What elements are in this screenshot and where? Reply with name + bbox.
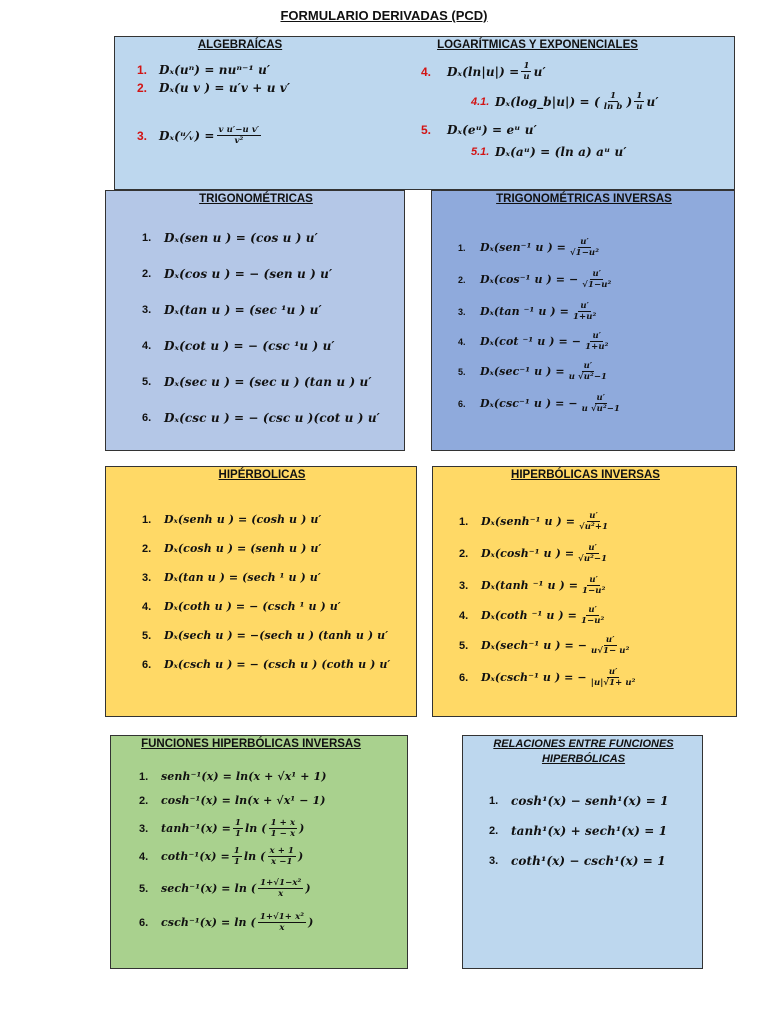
algebraic-log-panel	[114, 36, 735, 190]
fraction: 1 + x 1 − x	[270, 818, 296, 839]
algebraic-item-2: 2. Dₓ(u v ) = u′v + u v′	[137, 81, 291, 95]
fraction: $\frac{u'}{\text{1−u²}}$	[580, 605, 605, 626]
fraction: $\frac{u'}{\text{√u²+1}}$	[579, 511, 609, 532]
fraction: $\frac{\text{v u′−u v′}}{\text{v²}}$	[218, 125, 260, 146]
hyperbolic-panel	[105, 466, 417, 717]
trig-item-4: 4. Dₓ(cot u ) = − (csc ¹u ) u′	[142, 339, 335, 353]
fraction: $\frac{u'}{\text{1−u²}}$	[582, 575, 606, 596]
hyperbolic-item-5: 5. Dₓ(sech u ) = −(sech u ) (tanh u ) u′	[142, 629, 389, 642]
functions-inverse-item-4: 4. coth⁻¹(x) = $\frac{1}{1}$ ln ( x + 1 x −1 )	[139, 846, 304, 867]
hyperbolic-item-6: 6. Dₓ(csch u ) = − (csch u ) (coth u ) u′	[142, 658, 391, 671]
fraction: $\frac{u'}{\text{1+u²}}$	[572, 301, 597, 322]
trig-inverse-panel	[431, 190, 735, 451]
fraction: $\frac{u'}{\text{u √u²−1}}$	[581, 393, 621, 414]
functions-inverse-item-2: 2. cosh⁻¹(x) = ln(x + √x¹ − 1)	[139, 794, 326, 807]
functions-inverse-panel	[110, 735, 408, 969]
trig-item-3: 3. Dₓ(tan u ) = (sec ¹u ) u′	[142, 303, 322, 317]
hyperbolic-inverse-item-1: 1. Dₓ(senh⁻¹ u ) = $\frac{u'}{\text{√u²+1}}$	[459, 511, 609, 532]
hyperbolic-item-4: 4. Dₓ(coth u ) = − (csch ¹ u ) u′	[142, 600, 341, 613]
hyperbolic-item-2: 2. Dₓ(cosh u ) = (senh u ) u′	[142, 542, 322, 555]
trig-heading: TRIGONOMÉTRICAS	[199, 193, 313, 205]
fraction: 1 u	[636, 91, 643, 112]
functions-inverse-item-1: 1. senh⁻¹(x) = ln(x + √x¹ + 1)	[139, 770, 327, 783]
relations-heading-line1: RELACIONES ENTRE FUNCIONES	[493, 738, 674, 750]
fraction: $\frac{1}{u}$	[523, 61, 530, 82]
trig-item-1: 1. Dₓ(sen u ) = (cos u ) u′	[142, 231, 318, 245]
hyperbolic-inverse-item-3: 3. Dₓ(tanh ⁻¹ u ) = $\frac{u'}{\text{1−u²}}$	[459, 575, 606, 596]
fraction: $\frac{u'}{\text{√1−u²}}$	[570, 237, 600, 258]
logarithmic-heading: LOGARÍTMICAS Y EXPONENCIALES	[437, 39, 638, 51]
trig-inverse-item-3: 3. Dₓ(tan ⁻¹ u ) = $\frac{u'}{\text{1+u²}}$	[458, 301, 597, 322]
trig-inverse-item-4: 4. Dₓ(cot ⁻¹ u ) = − $\frac{u'}{\text{1+u²}}$	[458, 331, 609, 352]
log-item-4: 4. Dₓ(ln|u|) = $\frac{1}{u}$ u′	[421, 61, 546, 82]
trig-item-6: 6. Dₓ(csc u ) = − (csc u )(cot u ) u′	[142, 411, 380, 425]
trig-inverse-item-6: 6. Dₓ(csc⁻¹ u ) = − $\frac{u'}{\text{u √u²−1}}$	[458, 393, 621, 414]
trig-inverse-item-1: 1. Dₓ(sen⁻¹ u ) = $\frac{u'}{\text{√1−u²}}$	[458, 237, 600, 258]
fraction: $\frac{u'}{\text{√u²−1}}$	[578, 543, 608, 564]
algebraic-item-1: 1. Dₓ(uⁿ) = nuⁿ⁻¹ u′	[137, 63, 271, 77]
functions-inverse-item-3: 3. tanh⁻¹(x) = $\frac{1}{1}$ ln ( 1 + x 1 − x )	[139, 818, 305, 839]
fraction: $\frac{u'}{\text{u√1− u²}}$	[591, 635, 630, 656]
functions-inverse-item-6: 6. csch⁻¹(x) = ln ( 1+√1+ x² x )	[139, 912, 314, 933]
page-title: FORMULARIO DERIVADAS (PCD)	[280, 8, 488, 23]
hyperbolic-inverse-item-5: 5. Dₓ(sech⁻¹ u ) = − $\frac{u'}{\text{u√1− u²}}$	[459, 635, 630, 656]
hyperbolic-item-1: 1. Dₓ(senh u ) = (cosh u ) u′	[142, 513, 322, 526]
trig-inverse-item-2: 2. Dₓ(cos⁻¹ u ) = − $\frac{u'}{\text{√1−u²}}$	[458, 269, 612, 290]
trig-item-2: 2. Dₓ(cos u ) = − (sen u ) u′	[142, 267, 333, 281]
log-item-5-1: 5.1. Dₓ(aᵘ) = (ln a) aᵘ u′	[471, 145, 627, 159]
algebraic-heading: ALGEBRAÍCAS	[197, 39, 283, 51]
fraction: 1+√1+ x² x	[259, 912, 305, 933]
relations-heading-line2: HIPERBÓLICAS	[541, 753, 626, 765]
hyperbolic-inverse-item-4: 4. Dₓ(coth ⁻¹ u ) = $\frac{u'}{\text{1−u²}}$	[459, 605, 605, 626]
trig-inverse-heading: TRIGONOMÉTRICAS INVERSAS	[496, 193, 672, 205]
hyperbolic-item-3: 3. Dₓ(tan u ) = (sech ¹ u ) u′	[142, 571, 321, 584]
functions-inverse-heading: FUNCIONES HIPERBÓLICAS INVERSAS	[141, 738, 361, 750]
hyperbolic-inverse-item-2: 2. Dₓ(cosh⁻¹ u ) = $\frac{u'}{\text{√u²−1}}$	[459, 543, 608, 564]
fraction: $\frac{u'}{\text{√1−u²}}$	[582, 269, 612, 290]
hyperbolic-inverse-item-6: 6. Dₓ(csch⁻¹ u ) = − $\frac{u'}{\text{|u|√1+ u²}}$	[459, 667, 636, 688]
hyperbolic-inverse-heading: HIPERBÓLICAS INVERSAS	[511, 469, 660, 481]
trig-inverse-item-5: 5. Dₓ(sec⁻¹ u ) = $\frac{u'}{\text{u √u²−1}}$	[458, 361, 608, 382]
relations-item-1: 1. cosh¹(x) − senh¹(x) = 1	[489, 794, 669, 808]
trig-item-5: 5. Dₓ(sec u ) = (sec u ) (tan u ) u′	[142, 375, 372, 389]
hyperbolic-heading: HIPÉRBOLICAS	[218, 469, 306, 481]
fraction: 1+√1−x² x	[260, 878, 302, 899]
algebraic-item-3: 3. Dₓ(ᵘ⁄ᵥ) = $\frac{\text{v u′−u v′}}{\text{v²}}$	[137, 125, 260, 146]
fraction: x + 1 x −1	[269, 846, 295, 867]
hyperbolic-inverse-panel	[432, 466, 737, 717]
trig-panel	[105, 190, 405, 451]
relations-item-2: 2. tanh¹(x) + sech¹(x) = 1	[489, 824, 668, 838]
fraction: $\frac{u'}{\text{u √u²−1}}$	[568, 361, 608, 382]
fraction: 1 ln b	[603, 91, 623, 112]
log-item-5: 5. Dₓ(eᵘ) = eᵘ u′	[421, 123, 537, 137]
fraction: $\frac{u'}{\text{1+u²}}$	[585, 331, 609, 352]
relations-item-3: 3. coth¹(x) − csch¹(x) = 1	[489, 854, 666, 868]
log-item-4-1: 4.1. Dₓ(log_b|u|) = ( 1 ln b ) 1 u u′	[471, 91, 659, 112]
functions-inverse-item-5: 5. sech⁻¹(x) = ln ( 1+√1−x² x )	[139, 878, 311, 899]
fraction: $\frac{1}{1}$	[233, 846, 240, 867]
relations-panel	[462, 735, 703, 969]
fraction: $\frac{u'}{\text{|u|√1+ u²}}$	[590, 667, 636, 688]
fraction: $\frac{1}{1}$	[234, 818, 241, 839]
